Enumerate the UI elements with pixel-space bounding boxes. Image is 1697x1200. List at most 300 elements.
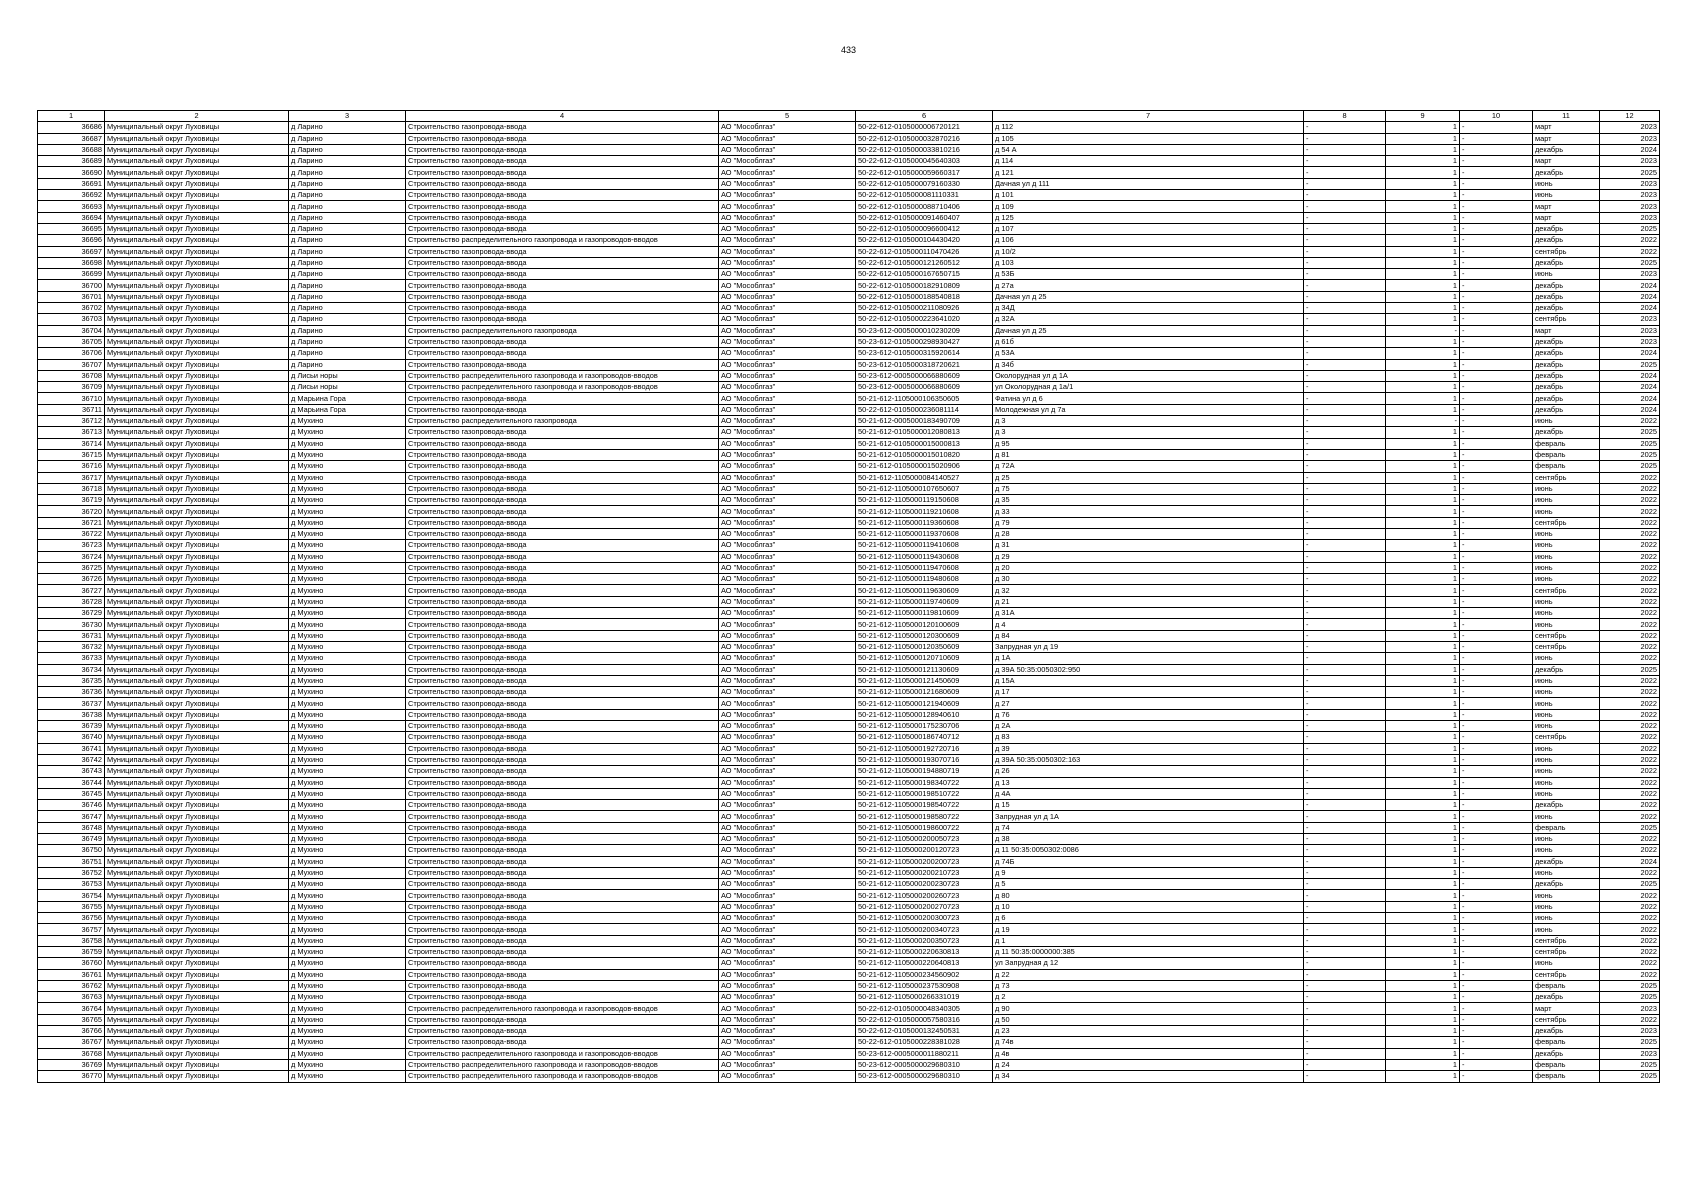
column-header: 7 [993,111,1304,122]
column-10-cell: - [1460,144,1533,155]
application-number-cell: 50-21-612-1105000175230706 [856,721,993,732]
month-cell: декабрь [1533,800,1600,811]
settlement-cell: д Ларино [289,178,406,189]
column-9-cell: 1 [1386,732,1460,743]
column-8-cell: - [1304,133,1386,144]
municipality-cell: Муниципальный округ Луховицы [105,235,289,246]
column-9-cell: 1 [1386,913,1460,924]
row-number-cell: 36711 [38,404,105,415]
row-number-cell: 36689 [38,156,105,167]
organization-cell: АО "Мособлгаз" [719,393,856,404]
year-cell: 2022 [1600,641,1660,652]
row-number-cell: 36744 [38,777,105,788]
month-cell: июнь [1533,913,1600,924]
column-10-cell: - [1460,901,1533,912]
column-8-cell: - [1304,438,1386,449]
table-row [38,800,1660,811]
organization-cell: АО "Мособлгаз" [719,280,856,291]
municipality-cell: Муниципальный округ Луховицы [105,777,289,788]
year-cell: 2023 [1600,156,1660,167]
organization-cell: АО "Мособлгаз" [719,664,856,675]
row-number-cell: 36726 [38,574,105,585]
column-8-cell: - [1304,122,1386,133]
row-number-cell: 36736 [38,687,105,698]
address-cell: д 121 [993,167,1304,178]
month-cell: июнь [1533,596,1600,607]
application-number-cell: 50-21-612-1105000192720716 [856,743,993,754]
address-cell: д 39 [993,743,1304,754]
address-cell: д 32 [993,585,1304,596]
address-cell: д 80 [993,890,1304,901]
municipality-cell: Муниципальный округ Луховицы [105,709,289,720]
column-10-cell: - [1460,822,1533,833]
table-row [38,788,1660,799]
organization-cell: АО "Мособлгаз" [719,517,856,528]
column-8-cell: - [1304,913,1386,924]
work-type-cell: Строительство газопровода-ввода [406,427,719,438]
month-cell: сентябрь [1533,641,1600,652]
column-9-cell: 1 [1386,506,1460,517]
address-cell: д 107 [993,223,1304,234]
month-cell: февраль [1533,980,1600,991]
column-9-cell: 1 [1386,845,1460,856]
organization-cell: АО "Мособлгаз" [719,980,856,991]
application-number-cell: 50-21-612-1105000119370608 [856,528,993,539]
row-number-cell: 36753 [38,879,105,890]
table-row [38,370,1660,381]
address-cell: д 34Д [993,303,1304,314]
year-cell: 2022 [1600,913,1660,924]
row-number-cell: 36749 [38,834,105,845]
municipality-cell: Муниципальный округ Луховицы [105,766,289,777]
column-10-cell: - [1460,777,1533,788]
municipality-cell: Муниципальный округ Луховицы [105,133,289,144]
application-number-cell: 50-21-612-1105000119470608 [856,562,993,573]
column-8-cell: - [1304,404,1386,415]
column-9-cell: 1 [1386,935,1460,946]
month-cell: февраль [1533,438,1600,449]
settlement-cell: д Мухино [289,901,406,912]
application-number-cell: 50-21-612-1105000200260723 [856,890,993,901]
year-cell: 2023 [1600,178,1660,189]
column-8-cell: - [1304,958,1386,969]
table-row [38,438,1660,449]
table-row [38,212,1660,223]
address-cell: д 24 [993,1059,1304,1070]
application-number-cell: 50-21-612-1105000198340722 [856,777,993,788]
settlement-cell: д Ларино [289,133,406,144]
row-number-cell: 36686 [38,122,105,133]
work-type-cell: Строительство газопровода-ввода [406,348,719,359]
column-10-cell: - [1460,845,1533,856]
column-8-cell: - [1304,732,1386,743]
organization-cell: АО "Мособлгаз" [719,924,856,935]
column-10-cell: - [1460,325,1533,336]
column-8-cell: - [1304,144,1386,155]
application-number-cell: 50-21-612-1105000194880719 [856,766,993,777]
municipality-cell: Муниципальный округ Луховицы [105,901,289,912]
work-type-cell: Строительство газопровода-ввода [406,190,719,201]
year-cell: 2022 [1600,495,1660,506]
year-cell: 2022 [1600,890,1660,901]
year-cell: 2025 [1600,257,1660,268]
organization-cell: АО "Мособлгаз" [719,528,856,539]
organization-cell: АО "Мособлгаз" [719,1003,856,1014]
settlement-cell: д Мухино [289,1071,406,1082]
column-9-cell: 1 [1386,540,1460,551]
row-number-cell: 36713 [38,427,105,438]
municipality-cell: Муниципальный округ Луховицы [105,212,289,223]
settlement-cell: д Мухино [289,709,406,720]
month-cell: июнь [1533,687,1600,698]
year-cell: 2022 [1600,709,1660,720]
organization-cell: АО "Мособлгаз" [719,641,856,652]
month-cell: март [1533,212,1600,223]
column-10-cell: - [1460,348,1533,359]
settlement-cell: д Мухино [289,1037,406,1048]
row-number-cell: 36769 [38,1059,105,1070]
month-cell: сентябрь [1533,732,1600,743]
column-10-cell: - [1460,687,1533,698]
column-8-cell: - [1304,822,1386,833]
settlement-cell: д Ларино [289,336,406,347]
address-cell: д 27а [993,280,1304,291]
work-type-cell: Строительство газопровода-ввода [406,517,719,528]
column-9-cell: 1 [1386,879,1460,890]
year-cell: 2022 [1600,732,1660,743]
column-10-cell: - [1460,574,1533,585]
row-number-cell: 36721 [38,517,105,528]
settlement-cell: д Мухино [289,528,406,539]
year-cell: 2022 [1600,551,1660,562]
municipality-cell: Муниципальный округ Луховицы [105,382,289,393]
row-number-cell: 36740 [38,732,105,743]
row-number-cell: 36754 [38,890,105,901]
month-cell: декабрь [1533,167,1600,178]
municipality-cell: Муниципальный округ Луховицы [105,992,289,1003]
municipality-cell: Муниципальный округ Луховицы [105,653,289,664]
year-cell: 2022 [1600,721,1660,732]
row-number-cell: 36748 [38,822,105,833]
settlement-cell: д Мухино [289,596,406,607]
municipality-cell: Муниципальный округ Луховицы [105,156,289,167]
row-number-cell: 36707 [38,359,105,370]
work-type-cell: Строительство газопровода-ввода [406,969,719,980]
column-8-cell: - [1304,619,1386,630]
row-number-cell: 36750 [38,845,105,856]
table-row [38,754,1660,765]
organization-cell: АО "Мособлгаз" [719,201,856,212]
row-number-cell: 36701 [38,291,105,302]
year-cell: 2022 [1600,766,1660,777]
column-8-cell: - [1304,235,1386,246]
municipality-cell: Муниципальный округ Луховицы [105,641,289,652]
year-cell: 2025 [1600,980,1660,991]
year-cell: 2025 [1600,1059,1660,1070]
column-10-cell: - [1460,562,1533,573]
organization-cell: АО "Мособлгаз" [719,495,856,506]
column-9-cell: 1 [1386,924,1460,935]
work-type-cell: Строительство газопровода-ввода [406,178,719,189]
work-type-cell: Строительство газопровода-ввода [406,608,719,619]
table-row [38,653,1660,664]
row-number-cell: 36722 [38,528,105,539]
column-10-cell: - [1460,969,1533,980]
column-8-cell: - [1304,630,1386,641]
municipality-cell: Муниципальный округ Луховицы [105,687,289,698]
municipality-cell: Муниципальный округ Луховицы [105,246,289,257]
organization-cell: АО "Мособлгаз" [719,619,856,630]
work-type-cell: Строительство газопровода-ввода [406,438,719,449]
settlement-cell: д Мухино [289,743,406,754]
year-cell: 2022 [1600,562,1660,573]
year-cell: 2022 [1600,777,1660,788]
month-cell: июнь [1533,698,1600,709]
work-type-cell: Строительство газопровода-ввода [406,754,719,765]
work-type-cell: Строительство газопровода-ввода [406,257,719,268]
column-10-cell: - [1460,924,1533,935]
month-cell: декабрь [1533,427,1600,438]
municipality-cell: Муниципальный округ Луховицы [105,427,289,438]
organization-cell: АО "Мособлгаз" [719,958,856,969]
address-cell: д 19 [993,924,1304,935]
month-cell: июнь [1533,743,1600,754]
organization-cell: АО "Мособлгаз" [719,777,856,788]
column-9-cell: 1 [1386,348,1460,359]
month-cell: июнь [1533,562,1600,573]
column-8-cell: - [1304,257,1386,268]
column-8-cell: - [1304,969,1386,980]
row-number-cell: 36719 [38,495,105,506]
column-8-cell: - [1304,190,1386,201]
settlement-cell: д Мухино [289,969,406,980]
application-number-cell: 50-23-612-0005000010230209 [856,325,993,336]
organization-cell: АО "Мособлгаз" [719,585,856,596]
organization-cell: АО "Мособлгаз" [719,630,856,641]
address-cell: д 39А 50:35:0050302:950 [993,664,1304,675]
column-10-cell: - [1460,201,1533,212]
year-cell: 2022 [1600,754,1660,765]
month-cell: декабрь [1533,370,1600,381]
organization-cell: АО "Мособлгаз" [719,167,856,178]
month-cell: декабрь [1533,280,1600,291]
settlement-cell: д Мухино [289,867,406,878]
column-9-cell: 1 [1386,280,1460,291]
year-cell: 2022 [1600,834,1660,845]
column-8-cell: - [1304,483,1386,494]
settlement-cell: д Мухино [289,1059,406,1070]
month-cell: июнь [1533,811,1600,822]
column-10-cell: - [1460,800,1533,811]
column-10-cell: - [1460,235,1533,246]
column-8-cell: - [1304,890,1386,901]
column-10-cell: - [1460,540,1533,551]
settlement-cell: д Ларино [289,190,406,201]
month-cell: декабрь [1533,879,1600,890]
column-9-cell: 1 [1386,754,1460,765]
work-type-cell: Строительство газопровода-ввода [406,359,719,370]
month-cell: декабрь [1533,257,1600,268]
month-cell: март [1533,122,1600,133]
column-9-cell: 1 [1386,528,1460,539]
column-8-cell: - [1304,178,1386,189]
column-10-cell: - [1460,980,1533,991]
work-type-cell: Строительство газопровода-ввода [406,336,719,347]
work-type-cell: Строительство газопровода-ввода [406,495,719,506]
application-number-cell: 50-21-612-0105000015000813 [856,438,993,449]
address-cell: Околорудная ул д 1А [993,370,1304,381]
work-type-cell: Строительство газопровода-ввода [406,596,719,607]
address-cell: Молодежная ул д 7а [993,404,1304,415]
column-9-cell: 1 [1386,1071,1460,1082]
column-9-cell: 1 [1386,517,1460,528]
organization-cell: АО "Мособлгаз" [719,732,856,743]
address-cell: д 75 [993,483,1304,494]
municipality-cell: Муниципальный округ Луховицы [105,404,289,415]
settlement-cell: д Марьина Гора [289,404,406,415]
work-type-cell: Строительство газопровода-ввода [406,958,719,969]
application-number-cell: 50-21-612-1105000200210723 [856,867,993,878]
address-cell: д 105 [993,133,1304,144]
column-10-cell: - [1460,1071,1533,1082]
column-10-cell: - [1460,664,1533,675]
year-cell: 2022 [1600,788,1660,799]
table-row [38,235,1660,246]
month-cell: март [1533,133,1600,144]
month-cell: июнь [1533,958,1600,969]
settlement-cell: д Мухино [289,495,406,506]
column-10-cell: - [1460,483,1533,494]
address-cell: д 15А [993,675,1304,686]
year-cell: 2022 [1600,958,1660,969]
municipality-cell: Муниципальный округ Луховицы [105,924,289,935]
month-cell: сентябрь [1533,630,1600,641]
column-header: 8 [1304,111,1386,122]
row-number-cell: 36738 [38,709,105,720]
column-9-cell: 1 [1386,551,1460,562]
column-9-cell: 1 [1386,427,1460,438]
table-row [38,291,1660,302]
settlement-cell: д Ларино [289,314,406,325]
application-number-cell: 50-22-612-0105000104430420 [856,235,993,246]
work-type-cell: Строительство газопровода-ввода [406,291,719,302]
month-cell: июнь [1533,924,1600,935]
work-type-cell: Строительство газопровода-ввода [406,201,719,212]
address-cell: Запрудная ул д 19 [993,641,1304,652]
municipality-cell: Муниципальный округ Луховицы [105,890,289,901]
organization-cell: АО "Мособлгаз" [719,856,856,867]
column-9-cell: 1 [1386,190,1460,201]
row-number-cell: 36709 [38,382,105,393]
municipality-cell: Муниципальный округ Луховицы [105,562,289,573]
table-row [38,280,1660,291]
settlement-cell: д Мухино [289,935,406,946]
application-number-cell: 50-21-612-1105000193070716 [856,754,993,765]
table-row [38,416,1660,427]
settlement-cell: д Мухино [289,416,406,427]
row-number-cell: 36724 [38,551,105,562]
month-cell: сентябрь [1533,946,1600,957]
address-cell: д 61б [993,336,1304,347]
year-cell: 2022 [1600,246,1660,257]
row-number-cell: 36743 [38,766,105,777]
work-type-cell: Строительство газопровода-ввода [406,449,719,460]
work-type-cell: Строительство газопровода-ввода [406,303,719,314]
application-number-cell: 50-22-612-0105000182910809 [856,280,993,291]
column-9-cell: 1 [1386,766,1460,777]
application-number-cell: 50-21-612-1105000120710609 [856,653,993,664]
application-number-cell: 50-23-612-0005000066880609 [856,370,993,381]
year-cell: 2024 [1600,291,1660,302]
address-cell: д 31 [993,540,1304,551]
application-number-cell: 50-22-612-0105000223641020 [856,314,993,325]
year-cell: 2025 [1600,223,1660,234]
municipality-cell: Муниципальный округ Луховицы [105,1048,289,1059]
row-number-cell: 36767 [38,1037,105,1048]
table-row [38,867,1660,878]
work-type-cell: Строительство газопровода-ввода [406,732,719,743]
settlement-cell: д Ларино [289,280,406,291]
column-10-cell: - [1460,122,1533,133]
organization-cell: АО "Мособлгаз" [719,472,856,483]
row-number-cell: 36699 [38,269,105,280]
table-row [38,336,1660,347]
row-number-cell: 36729 [38,608,105,619]
municipality-cell: Муниципальный округ Луховицы [105,619,289,630]
municipality-cell: Муниципальный округ Луховицы [105,856,289,867]
settlement-cell: д Ларино [289,359,406,370]
month-cell: июнь [1533,190,1600,201]
work-type-cell: Строительство газопровода-ввода [406,664,719,675]
column-8-cell: - [1304,867,1386,878]
municipality-cell: Муниципальный округ Луховицы [105,867,289,878]
column-9-cell: 1 [1386,822,1460,833]
municipality-cell: Муниципальный округ Луховицы [105,495,289,506]
table-row [38,732,1660,743]
address-cell: д 28 [993,528,1304,539]
column-8-cell: - [1304,382,1386,393]
address-cell: д 81 [993,449,1304,460]
municipality-cell: Муниципальный округ Луховицы [105,698,289,709]
row-number-cell: 36723 [38,540,105,551]
column-header: 12 [1600,111,1660,122]
row-number-cell: 36759 [38,946,105,957]
settlement-cell: д Мухино [289,913,406,924]
address-cell: д 79 [993,517,1304,528]
work-type-cell: Строительство газопровода-ввода [406,393,719,404]
column-9-cell: 1 [1386,393,1460,404]
column-9-cell: 1 [1386,167,1460,178]
settlement-cell: д Ларино [289,212,406,223]
work-type-cell: Строительство газопровода-ввода [406,834,719,845]
organization-cell: АО "Мособлгаз" [719,506,856,517]
organization-cell: АО "Мособлгаз" [719,144,856,155]
year-cell: 2022 [1600,698,1660,709]
year-cell: 2025 [1600,449,1660,460]
work-type-cell: Строительство газопровода-ввода [406,212,719,223]
application-number-cell: 50-23-612-0005000011880211 [856,1048,993,1059]
settlement-cell: д Мухино [289,766,406,777]
table-row [38,969,1660,980]
organization-cell: АО "Мособлгаз" [719,122,856,133]
work-type-cell: Строительство распределительного газопровода и газопроводов-вводов [406,235,719,246]
application-number-cell: 50-21-612-1105000119430608 [856,551,993,562]
settlement-cell: д Ларино [289,257,406,268]
column-9-cell: 1 [1386,574,1460,585]
application-number-cell: 50-21-612-1105000234560902 [856,969,993,980]
column-10-cell: - [1460,472,1533,483]
column-10-cell: - [1460,1026,1533,1037]
